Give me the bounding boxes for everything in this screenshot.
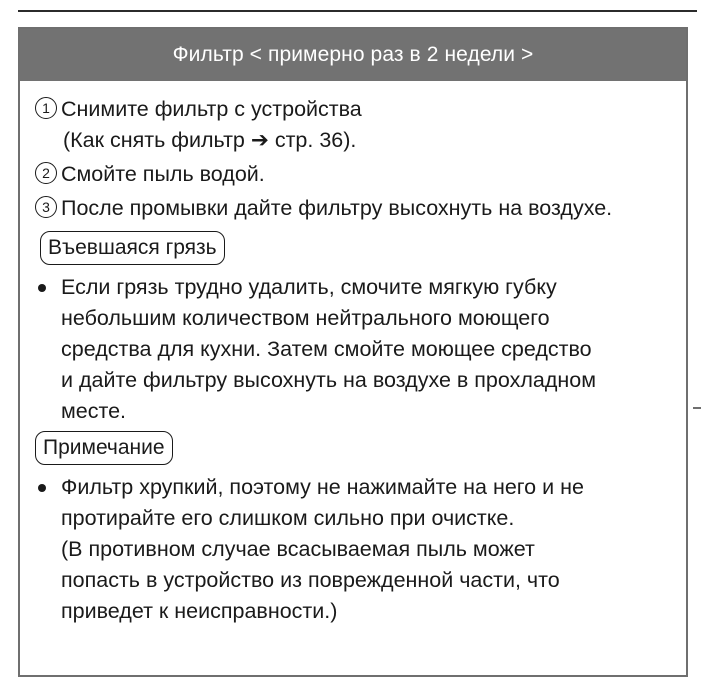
dirt-line-1: Если грязь трудно удалить, смочите мягкую губку bbox=[61, 275, 557, 299]
note-section-tag: Примечание bbox=[35, 431, 173, 465]
step-1-line-1: Снимите фильтр с устройства bbox=[61, 97, 362, 121]
note-line-1: Фильтр хрупкий, поэтому не нажимайте на него и не bbox=[61, 475, 584, 499]
margin-tick bbox=[693, 407, 701, 409]
dirt-bullet bbox=[35, 272, 670, 427]
step-number-2: 2 bbox=[35, 162, 57, 184]
note-line-5: приведет к неисправности.) bbox=[61, 599, 338, 623]
panel-title: Фильтр < примерно раз в 2 недели > bbox=[20, 29, 686, 81]
note-line-4: попасть в устройство из поврежденной части, что bbox=[61, 568, 560, 592]
dirt-section-tag: Въевшаяся грязь bbox=[40, 231, 225, 265]
step-2 bbox=[35, 159, 686, 190]
note-line-2: протирайте его слишком сильно при очистке. bbox=[61, 506, 515, 530]
step-3 bbox=[35, 193, 686, 224]
top-divider bbox=[18, 10, 697, 12]
panel-body bbox=[20, 81, 686, 627]
filter-instructions-panel bbox=[18, 27, 688, 677]
step-1 bbox=[35, 94, 686, 156]
dirt-line-5: месте. bbox=[61, 399, 127, 423]
dirt-line-4: и дайте фильтру высохнуть на воздухе в прохладном bbox=[61, 368, 597, 392]
dirt-line-2: небольшим количеством нейтрального моющего bbox=[61, 306, 550, 330]
note-line-3: (В противном случае всасываемая пыль может bbox=[61, 537, 535, 561]
step-3-line-1: После промывки дайте фильтру высохнуть на воздухе. bbox=[61, 196, 613, 220]
dirt-line-3: средства для кухни. Затем смойте моющее средство bbox=[61, 337, 592, 361]
bullet-dot-icon bbox=[38, 284, 46, 292]
note-bullet bbox=[35, 472, 670, 627]
step-1-line-2: (Как снять фильтр ➔ стр. 36). bbox=[63, 128, 357, 152]
step-number-3: 3 bbox=[35, 196, 57, 218]
step-2-line-1: Смойте пыль водой. bbox=[61, 162, 265, 186]
bullet-dot-icon bbox=[38, 484, 46, 492]
step-number-1: 1 bbox=[35, 97, 57, 119]
